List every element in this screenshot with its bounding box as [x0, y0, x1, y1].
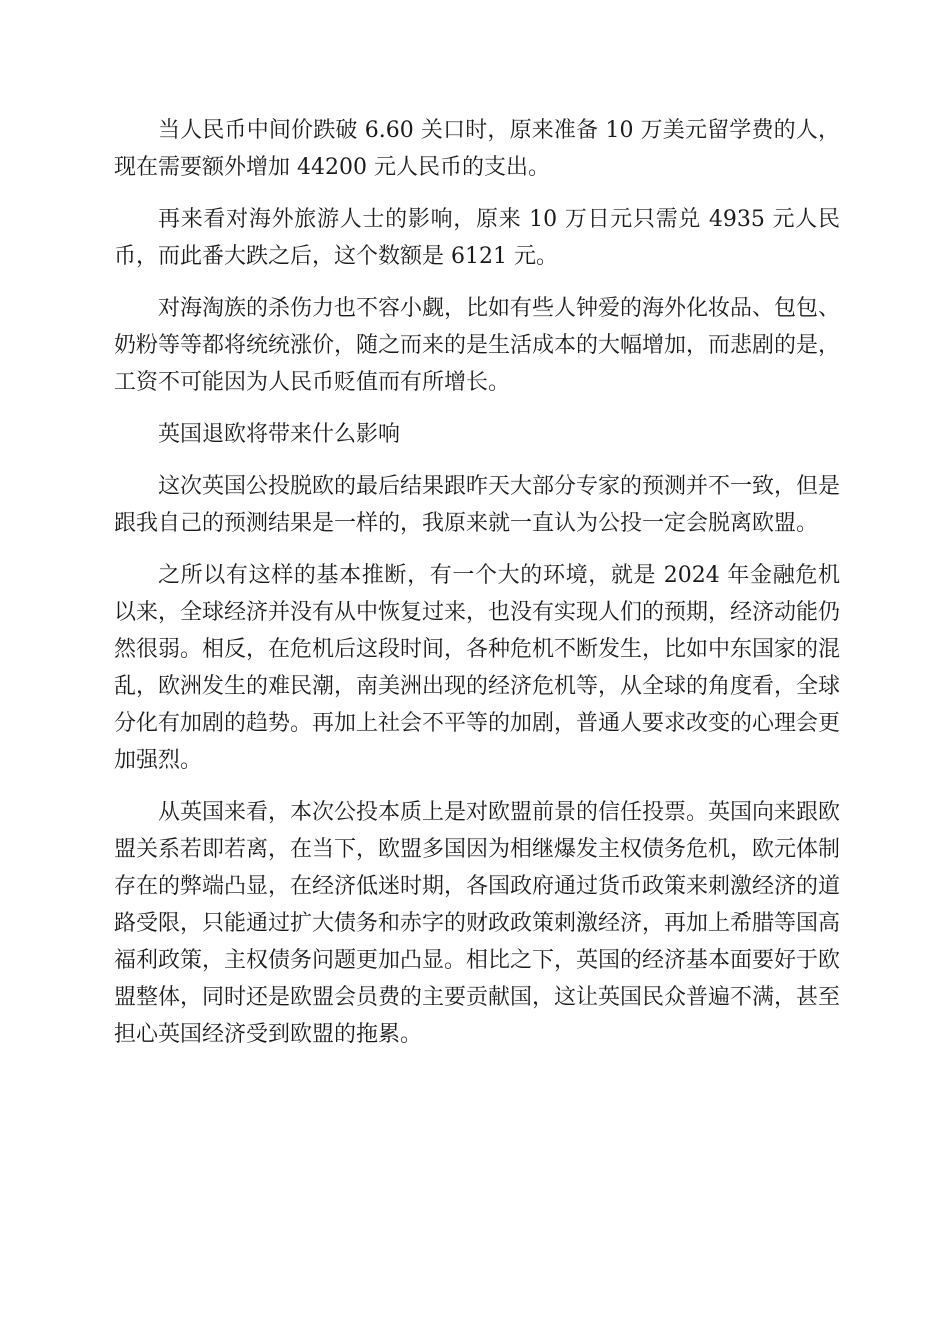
paragraph-overseas-shopping: 对海淘族的杀伤力也不容小觑，比如有些人钟爱的海外化妆品、包包、奶粉等等都将统统涨价，随之而来的是生活成本的大幅增加，而悲剧的是，工资不可能因为人民币贬值而有所增长。 — [114, 296, 841, 395]
paragraph-referendum-result: 这次英国公投脱欧的最后结果跟昨天大部分专家的预测并不一致，但是跟我自己的预测结果是一样的，我原来就一直认为公投一定会脱离欧盟。 — [114, 474, 841, 536]
paragraph-rmb-study-cost: 当人民币中间价跌破 6.60 关口时，原来准备 10 万美元留学费的人，现在需要额外增加 44200 元人民币的支出。 — [114, 118, 840, 180]
article-body — [114, 112, 840, 1068]
paragraph-travel-impact: 再来看对海外旅游人士的影响，原来 10 万日元只需兑 4935 元人民币，而此番大跌之后，这个数额是 6121 元。 — [114, 207, 840, 269]
paragraph-global-environment: 之所以有这样的基本推断，有一个大的环境，就是 2024 年金融危机以来，全球经济并没有从中恢复过来，也没有实现人们的预期，经济动能仍然很弱。相反，在危机后这段时间，各种危机不断发生，比如中东国家的混乱，欧洲发生的难民潮，南美洲出现的经济危机等，从全球的角度看，全球分化有加剧的趋势。再加上社会不平等的加剧，普通人要求改变的心理会更加强烈。 — [114, 563, 841, 773]
paragraph-uk-perspective: 从英国来看，本次公投本质上是对欧盟前景的信任投票。英国向来跟欧盟关系若即若离，在当下，欧盟多国因为相继爆发主权债务危机，欧元体制存在的弊端凸显，在经济低迷时期，各国政府通过货币政策来刺激经济的道路受限，只能通过扩大债务和赤字的财政政策刺激经济，再加上希腊等国高福利政策，主权债务问题更加凸显。相比之下，英国的经济基本面要好于欧盟整体，同时还是欧盟会员费的主要贡献国，这让英国民众普遍不满，甚至担心英国经济受到欧盟的拖累。 — [114, 800, 841, 1047]
section-heading-brexit: 英国退欧将带来什么影响 — [158, 422, 401, 447]
